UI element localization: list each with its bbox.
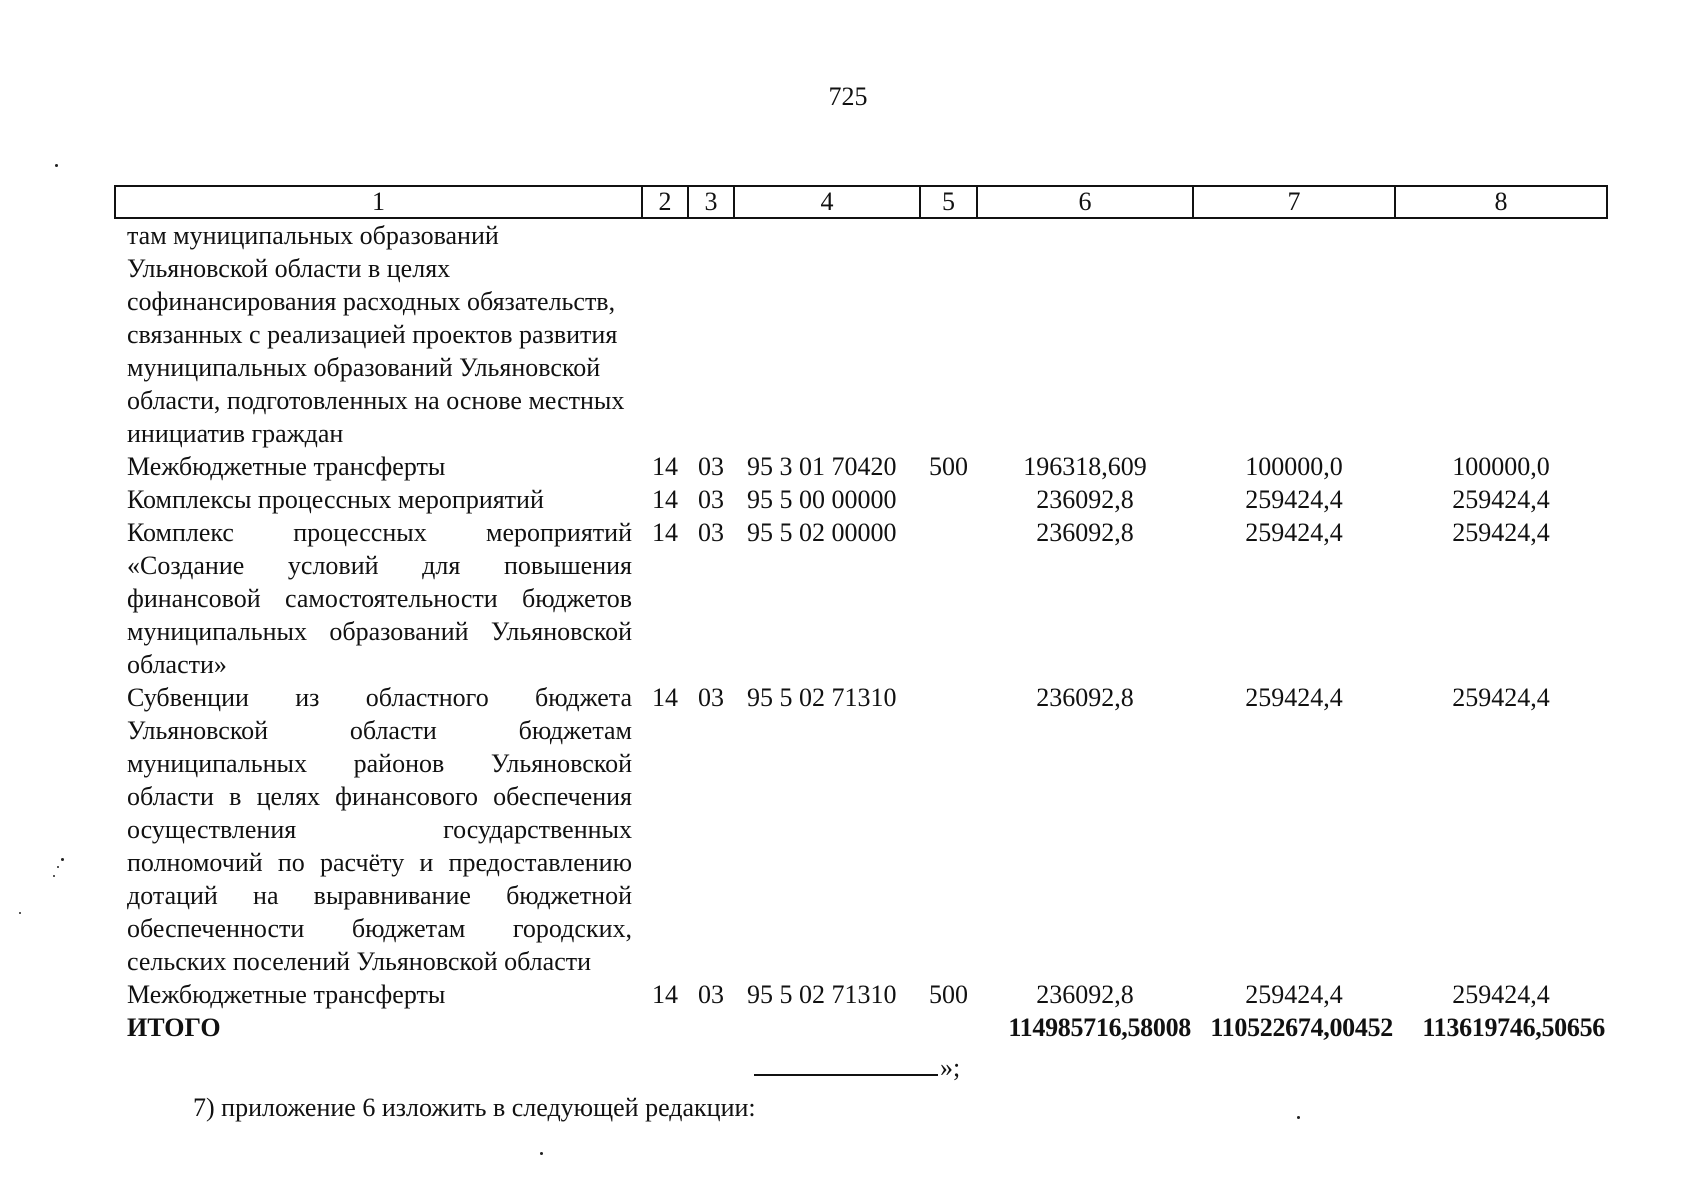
closing-rule [754,1074,938,1076]
row-amount-2 [1193,218,1395,450]
row-subsection: 03 [698,980,724,1009]
total-empty-cell [920,1011,977,1044]
table-row [115,681,1607,978]
row-target-code [734,218,920,450]
header-col-3: 3 [688,186,734,218]
row-subsection: 03 [698,452,724,481]
row-amount-2: 259424,4 [1245,683,1343,712]
total-label: ИТОГО [127,1013,221,1042]
table-row [115,218,1607,450]
total-row [115,1011,1607,1044]
instruction-text: 7) приложение 6 изложить в следующей редакции: [193,1093,756,1122]
row-section: 14 [652,452,678,481]
scan-speck [57,866,59,868]
row-section: 14 [652,485,678,514]
row-name: Комплекс процессных мероприятий «Создание условий для повышения финансовой самостоятельности бюджетов муниципальных образований Ульяновской области» [127,518,632,679]
row-subsection: 03 [698,485,724,514]
row-amount-1: 196318,609 [1023,452,1147,481]
scan-speck [55,164,58,167]
scan-speck [19,912,21,914]
header-col-7: 7 [1193,186,1395,218]
row-amount-1: 236092,8 [1036,980,1134,1009]
row-amount-3: 259424,4 [1452,485,1550,514]
header-col-2: 2 [642,186,688,218]
row-expense-type [920,516,977,681]
header-col-1: 1 [115,186,642,218]
header-col-4: 4 [734,186,920,218]
row-target-code: 95 5 02 71310 [747,683,897,712]
row-amount-2: 259424,4 [1245,485,1343,514]
closing-mark [754,1053,960,1083]
row-expense-type: 500 [929,980,968,1009]
scan-speck [540,1152,543,1155]
row-amount-2: 259424,4 [1245,980,1343,1009]
row-amount-2: 100000,0 [1245,452,1343,481]
row-amount-1: 236092,8 [1036,683,1134,712]
row-subsection: 03 [698,518,724,547]
row-section: 14 [652,518,678,547]
row-expense-type [920,483,977,516]
row-target-code: 95 5 02 71310 [747,980,897,1009]
row-name: Межбюджетные трансферты [127,452,446,481]
total-amount-3: 113619746,50656 [1422,1013,1605,1042]
table-row [115,450,1607,483]
header-col-8: 8 [1395,186,1607,218]
scan-speck [53,875,55,877]
row-name: там муниципальных образований Ульяновской области в целях софинансирования расходных обязательств, связанных с реализацией проектов развития муниципальных образований Ульяновской области, подготовленных на основе местных инициатив граждан [127,221,625,448]
table-row [115,978,1607,1011]
scan-speck [61,858,64,861]
table-header-row [115,186,1607,218]
row-section: 14 [652,980,678,1009]
row-amount-3: 259424,4 [1452,683,1550,712]
total-amount-2: 110522674,00452 [1210,1013,1393,1042]
row-amount-1: 236092,8 [1036,518,1134,547]
total-empty-cell [642,1011,688,1044]
row-amount-2: 259424,4 [1245,518,1343,547]
row-name: Межбюджетные трансферты [127,980,446,1009]
row-expense-type [920,681,977,978]
row-expense-type: 500 [929,452,968,481]
row-subsection [688,218,734,450]
row-name: Комплексы процессных мероприятий [127,485,544,514]
total-empty-cell [688,1011,734,1044]
header-col-6: 6 [977,186,1193,218]
table-row [115,483,1607,516]
table-row [115,516,1607,681]
row-expense-type [920,218,977,450]
scan-speck [1297,1116,1300,1119]
row-subsection: 03 [698,683,724,712]
total-amount-1: 114985716,58008 [1008,1013,1191,1042]
row-amount-3: 259424,4 [1452,518,1550,547]
budget-table [114,185,1608,1044]
row-name: Субвенции из областного бюджета Ульяновской области бюджетам муниципальных районов Ульяновской области в целях финансового обеспечения осуществления государственных полномочий по расчёту и предоставлению дотаций на выравнивание бюджетной обеспеченности бюджетам городских, сельских поселений Ульяновской области [127,683,632,976]
row-amount-3 [1395,218,1607,450]
row-target-code: 95 3 01 70420 [747,452,897,481]
row-section: 14 [652,683,678,712]
row-amount-3: 259424,4 [1452,980,1550,1009]
page-number: 725 [828,82,868,111]
row-amount-3: 100000,0 [1452,452,1550,481]
row-amount-1: 236092,8 [1036,485,1134,514]
row-amount-1 [977,218,1193,450]
closing-quote: »; [940,1053,961,1082]
header-col-5: 5 [920,186,977,218]
total-empty-cell [734,1011,920,1044]
row-target-code: 95 5 02 00000 [747,518,897,547]
row-section [642,218,688,450]
row-target-code: 95 5 00 00000 [747,485,897,514]
